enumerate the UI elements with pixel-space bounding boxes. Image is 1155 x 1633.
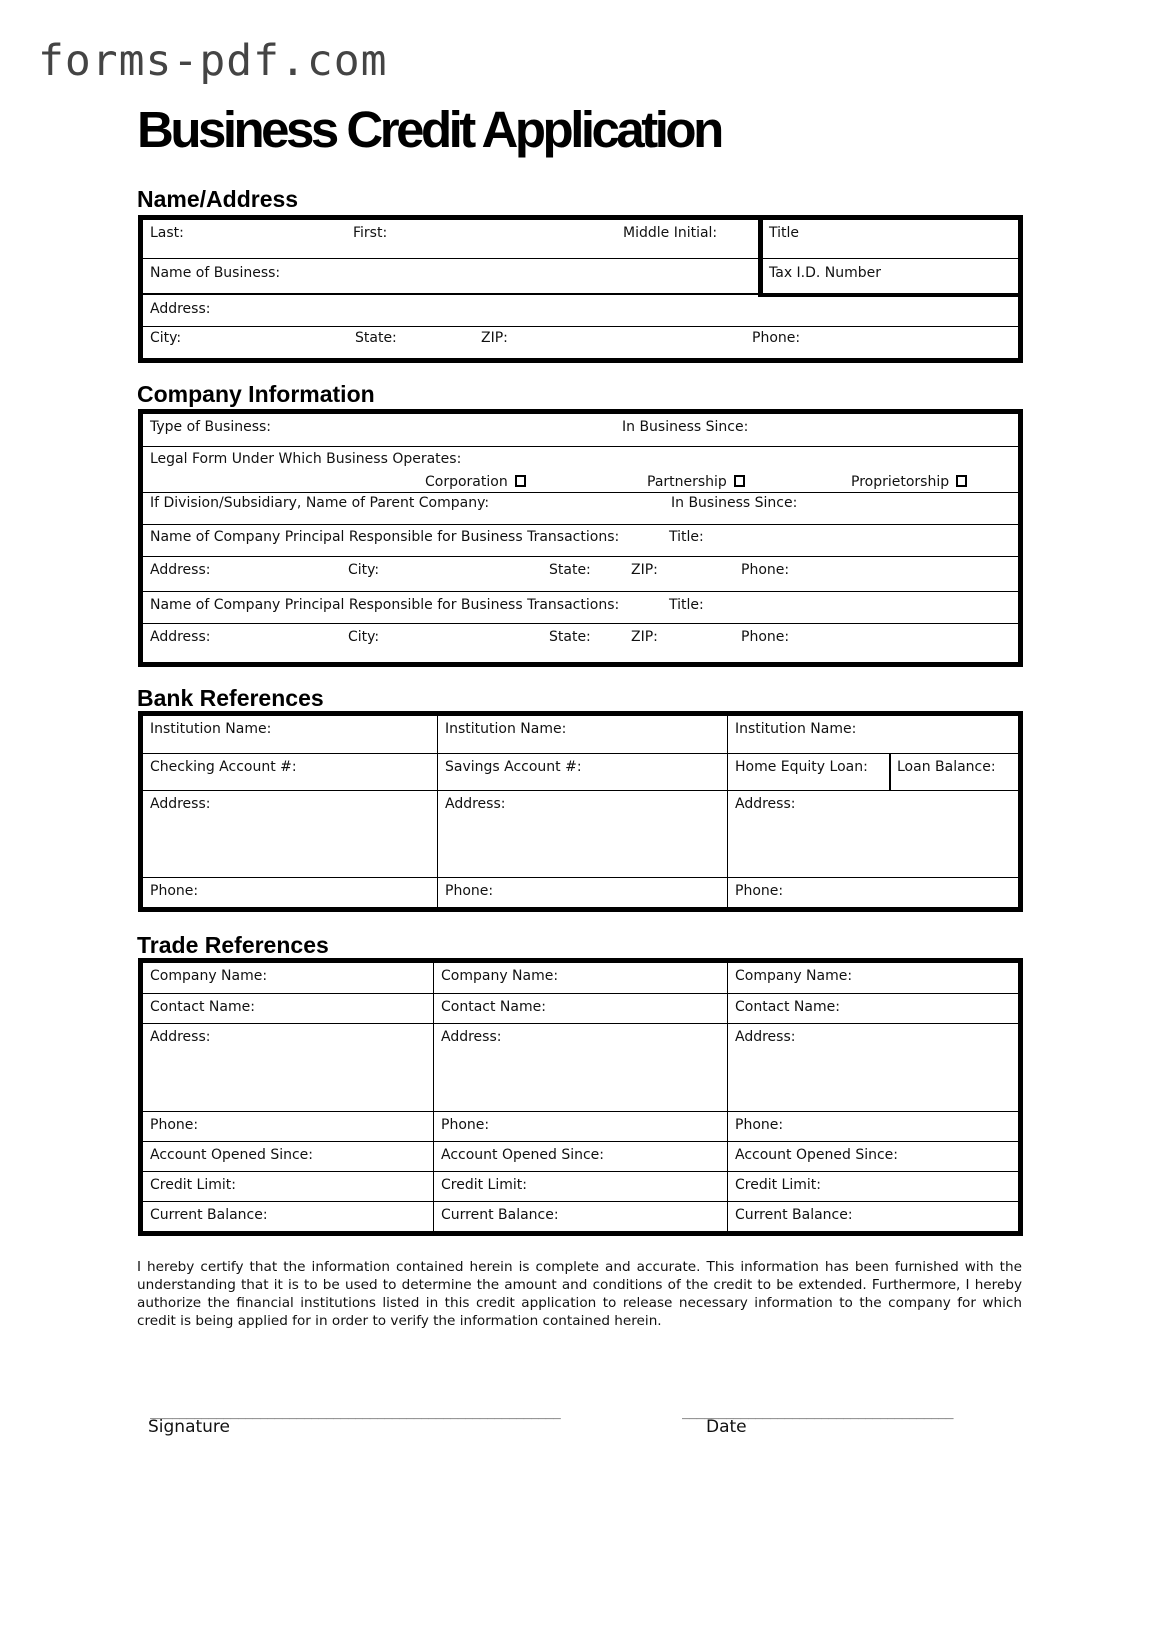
principal-address-field-1[interactable]: Address:	[150, 562, 211, 578]
trade-1-phone-field[interactable]	[143, 1112, 434, 1142]
bank-checking-field[interactable]	[143, 754, 438, 791]
bank-3-address-label: Address:	[735, 796, 796, 812]
trade-2-opened-field[interactable]	[434, 1142, 728, 1172]
trade-3-phone-field[interactable]	[728, 1112, 1018, 1142]
trade-2-credit-limit-field[interactable]	[434, 1172, 728, 1202]
legal-form-row	[143, 447, 1018, 493]
trade-references-table	[138, 958, 1023, 1236]
type-of-business-field[interactable]: Type of Business:	[150, 419, 272, 435]
bank-2-institution-field[interactable]	[438, 716, 728, 754]
principal-state-field-1[interactable]: State:	[549, 562, 591, 578]
principal-zip-field-2[interactable]: ZIP:	[631, 629, 658, 645]
name-row	[143, 220, 1018, 259]
trade-1-opened-field[interactable]	[143, 1142, 434, 1172]
bank-checking-label: Checking Account #:	[150, 759, 297, 775]
watermark-text: forms-pdf.com	[38, 36, 388, 86]
principal-state-field-2[interactable]: State:	[549, 629, 591, 645]
trade-3-contact-field[interactable]	[728, 994, 1018, 1024]
trade-2-phone-field[interactable]	[434, 1112, 728, 1142]
address-field[interactable]: Address:	[150, 301, 211, 317]
principal-title-field-1[interactable]: Title:	[669, 529, 704, 545]
trade-2-company-label: Company Name:	[441, 968, 559, 984]
principal-address-field-2[interactable]: Address:	[150, 629, 211, 645]
first-name-field[interactable]: First:	[353, 225, 388, 241]
trade-3-company-field[interactable]	[728, 963, 1018, 994]
trade-1-phone-label: Phone:	[150, 1117, 199, 1133]
bank-1-institution-label: Institution Name:	[150, 721, 272, 737]
trade-3-opened-label: Account Opened Since:	[735, 1147, 898, 1163]
division-row	[143, 493, 1018, 525]
partnership-checkbox[interactable]	[734, 475, 745, 487]
signature-label: Signature	[148, 1417, 231, 1437]
principal-address-row-2	[143, 624, 1018, 662]
bank-references-table	[138, 711, 1023, 912]
date-label: Date	[706, 1417, 747, 1437]
bank-2-address-field[interactable]	[438, 791, 728, 878]
principal-name-field-2[interactable]: Name of Company Principal Responsible for Business Transactions:	[150, 597, 620, 613]
trade-1-contact-field[interactable]	[143, 994, 434, 1024]
bank-3-phone-field[interactable]	[728, 878, 1018, 907]
trade-1-address-field[interactable]	[143, 1024, 434, 1112]
trade-3-credit-limit-field[interactable]	[728, 1172, 1018, 1202]
date-line[interactable]: _____________________________________	[682, 1405, 954, 1420]
in-business-since-field[interactable]: In Business Since:	[622, 419, 749, 435]
bank-2-address-label: Address:	[445, 796, 506, 812]
city-field[interactable]: City:	[150, 330, 182, 346]
trade-2-balance-label: Current Balance:	[441, 1207, 559, 1223]
bank-savings-label: Savings Account #:	[445, 759, 582, 775]
trade-2-contact-field[interactable]	[434, 994, 728, 1024]
trade-1-company-field[interactable]	[143, 963, 434, 994]
parent-company-field[interactable]: If Division/Subsidiary, Name of Parent Company:	[150, 495, 490, 511]
type-row	[143, 414, 1018, 447]
company-info-heading: Company Information	[137, 381, 375, 407]
trade-3-opened-field[interactable]	[728, 1142, 1018, 1172]
proprietorship-label: Proprietorship	[851, 474, 950, 490]
trade-2-credit-limit-label: Credit Limit:	[441, 1177, 527, 1193]
proprietorship-checkbox[interactable]	[956, 475, 967, 487]
trade-2-address-label: Address:	[441, 1029, 502, 1045]
bank-3-institution-label: Institution Name:	[735, 721, 857, 737]
trade-3-contact-label: Contact Name:	[735, 999, 840, 1015]
signature-line[interactable]: ________________________________________________________	[150, 1405, 561, 1420]
corporation-option[interactable]	[425, 474, 526, 490]
trade-3-company-label: Company Name:	[735, 968, 853, 984]
trade-1-company-label: Company Name:	[150, 968, 268, 984]
title-divider	[758, 220, 763, 259]
principal-name-field-1[interactable]: Name of Company Principal Responsible for Business Transactions:	[150, 529, 620, 545]
trade-2-contact-label: Contact Name:	[441, 999, 546, 1015]
bank-references-heading: Bank References	[137, 685, 324, 711]
state-field[interactable]: State:	[355, 330, 397, 346]
corporation-checkbox[interactable]	[515, 475, 526, 487]
trade-1-address-label: Address:	[150, 1029, 211, 1045]
tax-id-field[interactable]: Tax I.D. Number	[769, 265, 882, 281]
last-name-field[interactable]: Last:	[150, 225, 184, 241]
bank-2-phone-field[interactable]	[438, 878, 728, 907]
bank-1-phone-field[interactable]	[143, 878, 438, 907]
bank-1-phone-label: Phone:	[150, 883, 199, 899]
principal-zip-field-1[interactable]: ZIP:	[631, 562, 658, 578]
trade-1-contact-label: Contact Name:	[150, 999, 255, 1015]
trade-1-credit-limit-label: Credit Limit:	[150, 1177, 236, 1193]
trade-1-balance-field[interactable]	[143, 1202, 434, 1231]
tax-divider	[758, 259, 763, 297]
company-info-section	[138, 409, 1023, 667]
bank-3-phone-label: Phone:	[735, 883, 784, 899]
legal-form-label: Legal Form Under Which Business Operates:	[150, 451, 462, 467]
trade-3-phone-label: Phone:	[735, 1117, 784, 1133]
parent-in-business-since-field[interactable]: In Business Since:	[671, 495, 798, 511]
bank-3-institution-field[interactable]	[728, 716, 1018, 754]
home-equity-loan-field[interactable]: Home Equity Loan:	[735, 759, 868, 775]
name-address-section	[138, 215, 1023, 363]
bank-3-address-field[interactable]	[728, 791, 1018, 878]
trade-references-heading: Trade References	[137, 932, 329, 958]
trade-3-credit-limit-label: Credit Limit:	[735, 1177, 821, 1193]
business-row	[143, 259, 1018, 295]
corporation-label: Corporation	[425, 474, 508, 490]
bank-1-institution-field[interactable]	[143, 716, 438, 754]
trade-3-address-field[interactable]	[728, 1024, 1018, 1112]
trade-1-balance-label: Current Balance:	[150, 1207, 268, 1223]
address-row	[143, 295, 1018, 327]
loan-balance-field[interactable]: Loan Balance:	[897, 759, 996, 775]
trade-3-address-label: Address:	[735, 1029, 796, 1045]
trade-2-company-field[interactable]	[434, 963, 728, 994]
city-row	[143, 327, 1018, 358]
page-title: Business Credit Application	[137, 101, 721, 158]
bank-2-phone-label: Phone:	[445, 883, 494, 899]
phone-field[interactable]: Phone:	[752, 330, 801, 346]
zip-field[interactable]: ZIP:	[481, 330, 508, 346]
principal-row-2	[143, 592, 1018, 624]
principal-address-row-1	[143, 557, 1018, 592]
principal-phone-field-2[interactable]: Phone:	[741, 629, 790, 645]
bank-loan-cell	[728, 754, 1018, 791]
trade-2-address-field[interactable]	[434, 1024, 728, 1112]
principal-city-field-2[interactable]: City:	[348, 629, 380, 645]
bank-savings-field[interactable]	[438, 754, 728, 791]
trade-1-opened-label: Account Opened Since:	[150, 1147, 313, 1163]
trade-1-credit-limit-field[interactable]	[143, 1172, 434, 1202]
principal-city-field-1[interactable]: City:	[348, 562, 380, 578]
partnership-option[interactable]	[647, 474, 745, 490]
bank-1-address-field[interactable]	[143, 791, 438, 878]
name-address-heading: Name/Address	[137, 186, 299, 212]
certification-text: I hereby certify that the information contained herein is complete and accurate. This information has been furnished with the understanding that it is to be used to determine the amount and conditions of the credit to be extended. Furthermore, I hereby authorize the financial institutions listed in this credit application to release necessary information to the company for which credit is being applied for in order to verify the information contained herein.	[137, 1259, 1022, 1329]
trade-3-balance-label: Current Balance:	[735, 1207, 853, 1223]
middle-initial-field[interactable]: Middle Initial:	[623, 225, 718, 241]
business-name-field[interactable]: Name of Business:	[150, 265, 281, 281]
trade-3-balance-field[interactable]	[728, 1202, 1018, 1231]
trade-2-opened-label: Account Opened Since:	[441, 1147, 604, 1163]
trade-2-phone-label: Phone:	[441, 1117, 490, 1133]
title-field[interactable]: Title	[769, 225, 800, 241]
principal-phone-field-1[interactable]: Phone:	[741, 562, 790, 578]
principal-title-field-2[interactable]: Title:	[669, 597, 704, 613]
bank-2-institution-label: Institution Name:	[445, 721, 567, 737]
trade-2-balance-field[interactable]	[434, 1202, 728, 1231]
partnership-label: Partnership	[647, 474, 727, 490]
proprietorship-option[interactable]	[851, 474, 967, 490]
bank-1-address-label: Address:	[150, 796, 211, 812]
principal-row-1	[143, 525, 1018, 557]
loan-divider	[889, 754, 891, 790]
